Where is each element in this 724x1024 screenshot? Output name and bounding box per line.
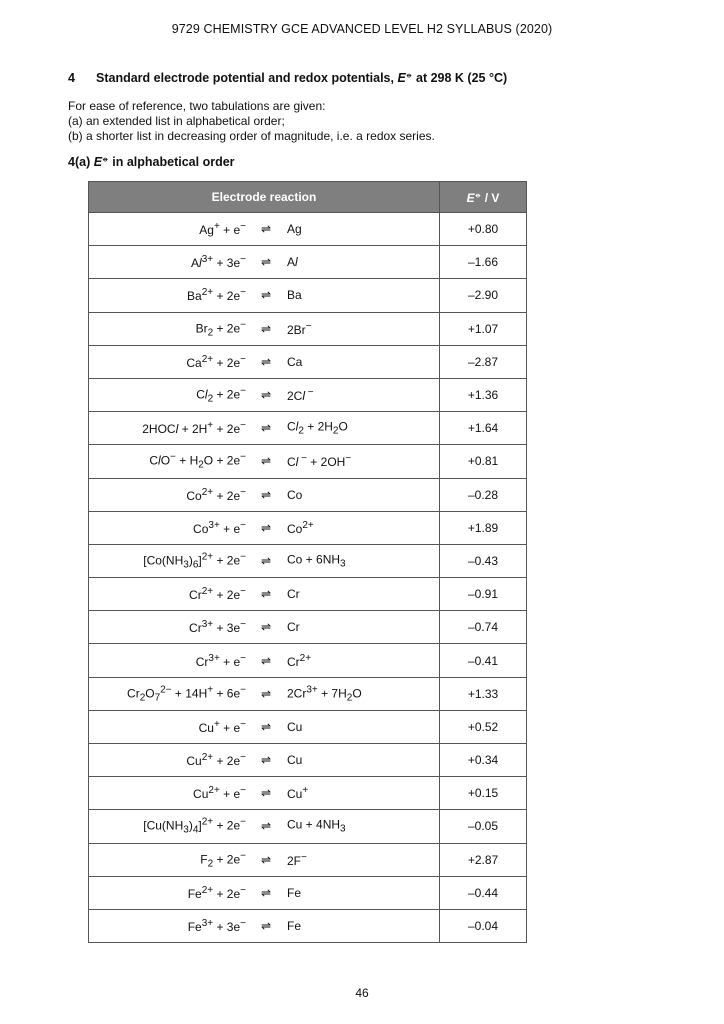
table-row — [89, 611, 527, 644]
table-row — [89, 710, 527, 743]
reaction-products: Fe — [287, 919, 302, 934]
section-title-conditions: at 298 K (25 °C) — [412, 71, 508, 86]
table-row — [89, 544, 527, 577]
equilibrium-arrow-icon: ⇌ — [261, 354, 272, 369]
potential-value: +1.89 — [440, 511, 527, 544]
potential-value: +0.80 — [440, 213, 527, 246]
reaction-reactants: $Ba^{2+} + 2e^-$ — [187, 287, 246, 304]
equilibrium-arrow-icon: ⇌ — [261, 719, 272, 734]
table-row — [89, 246, 527, 279]
subsection-title — [68, 154, 235, 169]
potential-value: –2.90 — [440, 279, 527, 312]
reaction-products: $Co + 6NH_3$ — [287, 552, 346, 570]
potential-symbol: E — [466, 190, 475, 205]
reaction-products: Ag — [287, 222, 302, 237]
equilibrium-arrow-icon: ⇌ — [261, 753, 272, 768]
reaction-reactants: $F_2 + 2e^-$ — [200, 849, 246, 870]
table-row — [89, 445, 527, 478]
page-number: 46 — [355, 986, 369, 1000]
potential-value: –0.44 — [440, 876, 527, 909]
equilibrium-arrow-icon: ⇌ — [261, 454, 272, 469]
electrode-reaction-cell — [89, 876, 440, 909]
reaction-products: $Cu + 4NH_3$ — [287, 817, 346, 836]
potential-value: +1.07 — [440, 312, 527, 345]
equilibrium-arrow-icon: ⇌ — [261, 819, 272, 834]
electrode-reaction-cell — [89, 677, 440, 710]
table-row — [89, 378, 527, 411]
electrode-reaction-cell — [89, 744, 440, 777]
table-row — [89, 677, 527, 710]
reaction-products: Cu — [287, 719, 303, 734]
reaction-products: 2F− — [287, 851, 307, 868]
reaction-reactants: $ClO^- + H_2O + 2e^-$ — [149, 451, 246, 472]
electrode-reaction-cell — [89, 213, 440, 246]
reaction-products: Ba — [287, 288, 302, 303]
intro-list-item-a: (a) an extended list in alphabetical order; — [68, 114, 285, 128]
potential-value: –0.74 — [440, 611, 527, 644]
potential-value: –0.05 — [440, 810, 527, 843]
electrode-reaction-cell — [89, 710, 440, 743]
reaction-reactants: $Cr^{2+} + 2e^-$ — [189, 586, 246, 603]
reaction-products: Al — [287, 255, 298, 270]
standard-state-mark: ⦵ — [405, 70, 413, 79]
electrode-reaction-cell — [89, 445, 440, 478]
reaction-reactants: $Co^{2+} + 2e^-$ — [186, 486, 246, 503]
electrode-reaction-cell — [89, 909, 440, 942]
header-unit: / V — [481, 190, 500, 205]
equilibrium-arrow-icon: ⇌ — [261, 553, 272, 568]
reaction-reactants: $Cu^{2+} + e^-$ — [193, 785, 246, 802]
table-row — [89, 279, 527, 312]
potential-value: –1.66 — [440, 246, 527, 279]
equilibrium-arrow-icon: ⇌ — [261, 255, 272, 270]
intro-list-item-b: (b) a shorter list in decreasing order of magnitude, i.e. a redox series. — [68, 129, 435, 143]
table-row — [89, 909, 527, 942]
equilibrium-arrow-icon: ⇌ — [261, 852, 272, 867]
reaction-products: Co — [287, 487, 303, 502]
reaction-products: $Cr^{2+}$ — [287, 652, 312, 669]
table-row — [89, 876, 527, 909]
section-number: 4 — [68, 71, 75, 86]
table-row — [89, 412, 527, 445]
table-row — [89, 478, 527, 511]
potential-symbol: E — [397, 71, 406, 86]
potential-value: +0.15 — [440, 777, 527, 810]
table-header-row — [89, 182, 527, 213]
equilibrium-arrow-icon: ⇌ — [261, 520, 272, 535]
header-potential — [440, 182, 527, 213]
electrode-reaction-cell — [89, 644, 440, 677]
reaction-reactants: $Ca^{2+} + 2e^-$ — [186, 353, 246, 370]
potential-value: –0.41 — [440, 644, 527, 677]
electrode-reaction-cell — [89, 810, 440, 843]
reaction-reactants: $Cr^{3+} + e^-$ — [195, 652, 246, 669]
potential-value: –0.91 — [440, 578, 527, 611]
table-row — [89, 213, 527, 246]
page-header: 9729 CHEMISTRY GCE ADVANCED LEVEL H2 SYLLABUS (2020) — [171, 22, 553, 36]
subsection-title-text: in alphabetical order — [108, 155, 235, 170]
potential-value: +1.64 — [440, 412, 527, 445]
table-row — [89, 511, 527, 544]
electrode-reaction-cell — [89, 478, 440, 511]
reaction-products: Cr — [287, 587, 300, 602]
equilibrium-arrow-icon: ⇌ — [261, 885, 272, 900]
reaction-reactants: $[Co(NH_3)_6]^{2+} + 2e^-$ — [143, 551, 246, 571]
table-row — [89, 744, 527, 777]
reaction-products: Ca — [287, 354, 303, 369]
reaction-reactants: $Cr_2O_7^{2-} + 14H^+ + 6e^-$ — [127, 684, 246, 704]
equilibrium-arrow-icon: ⇌ — [261, 686, 272, 701]
reaction-products: 2Br− — [287, 320, 312, 337]
electrode-potential-table — [88, 181, 527, 943]
reaction-reactants: $Cr^{3+} + 3e^-$ — [189, 619, 246, 636]
reaction-reactants: $Cl_2 + 2e^-$ — [196, 385, 246, 405]
reaction-reactants: Cu+ + e− — [198, 718, 246, 735]
electrode-reaction-cell — [89, 611, 440, 644]
standard-state-mark: ⦵ — [102, 154, 109, 163]
table-row — [89, 777, 527, 810]
potential-value: +0.34 — [440, 744, 527, 777]
header-electrode-reaction: Electrode reaction — [89, 182, 440, 213]
equilibrium-arrow-icon: ⇌ — [261, 388, 272, 403]
reaction-products: Fe — [287, 885, 302, 900]
electrode-reaction-cell — [89, 279, 440, 312]
potential-value: –0.04 — [440, 909, 527, 942]
section-title-text: Standard electrode potential and redox potentials, — [96, 71, 398, 86]
potential-value: –2.87 — [440, 345, 527, 378]
table-row — [89, 810, 527, 843]
reaction-reactants: $Br_2 + 2e^-$ — [195, 318, 246, 339]
reaction-reactants: $Cu^{2+} + 2e^-$ — [186, 752, 246, 769]
reaction-reactants: $Co^{3+} + e^-$ — [193, 519, 246, 536]
potential-value: +1.36 — [440, 378, 527, 411]
section-title — [68, 70, 507, 85]
electrode-reaction-cell — [89, 511, 440, 544]
potential-value: –0.43 — [440, 544, 527, 577]
reaction-products: Cu+ — [287, 785, 309, 802]
reaction-products: $Cl_2 + 2H_2O$ — [287, 419, 348, 437]
electrode-reaction-cell — [89, 544, 440, 577]
equilibrium-arrow-icon: ⇌ — [261, 288, 272, 303]
reaction-products: $Co^{2+}$ — [287, 519, 314, 536]
equilibrium-arrow-icon: ⇌ — [261, 321, 272, 336]
table-row — [89, 644, 527, 677]
standard-state-mark: ⦵ — [474, 189, 482, 199]
potential-value: +0.81 — [440, 445, 527, 478]
equilibrium-arrow-icon: ⇌ — [261, 786, 272, 801]
electrode-reaction-cell — [89, 412, 440, 445]
reaction-products: Cu — [287, 753, 303, 768]
reaction-reactants: Ag+ + e− — [199, 221, 246, 238]
equilibrium-arrow-icon: ⇌ — [261, 653, 272, 668]
table-row — [89, 312, 527, 345]
electrode-reaction-cell — [89, 843, 440, 876]
reaction-products: $2Cr^{3+} + 7H_2O$ — [287, 684, 362, 704]
reaction-reactants: $Al^{3+} + 3e^-$ — [191, 254, 246, 271]
electrode-reaction-cell — [89, 246, 440, 279]
reaction-products: 2Cl − — [287, 387, 314, 404]
potential-symbol: E — [93, 155, 103, 170]
intro-paragraph — [68, 99, 435, 144]
potential-value: +1.33 — [440, 677, 527, 710]
electrode-reaction-cell — [89, 378, 440, 411]
potential-value: –0.28 — [440, 478, 527, 511]
reaction-reactants: $Fe^{3+} + 3e^-$ — [187, 918, 246, 935]
equilibrium-arrow-icon: ⇌ — [261, 222, 272, 237]
potential-value: +0.52 — [440, 710, 527, 743]
electrode-reaction-cell — [89, 777, 440, 810]
reaction-products: Cl − + 2OH− — [287, 453, 352, 470]
table-row — [89, 345, 527, 378]
electrode-reaction-cell — [89, 345, 440, 378]
electrode-reaction-cell — [89, 312, 440, 345]
subsection-label: 4(a) — [68, 155, 94, 170]
equilibrium-arrow-icon: ⇌ — [261, 421, 272, 436]
equilibrium-arrow-icon: ⇌ — [261, 487, 272, 502]
potential-value: +2.87 — [440, 843, 527, 876]
table-row — [89, 843, 527, 876]
table-row — [89, 578, 527, 611]
equilibrium-arrow-icon: ⇌ — [261, 587, 272, 602]
reaction-reactants: $Fe^{2+} + 2e^-$ — [187, 884, 246, 901]
equilibrium-arrow-icon: ⇌ — [261, 919, 272, 934]
intro-line: For ease of reference, two tabulations are given: — [68, 99, 326, 113]
electrode-reaction-cell — [89, 578, 440, 611]
reaction-reactants: 2HOCl + 2H+ + 2e− — [142, 420, 246, 437]
reaction-products: Cr — [287, 620, 300, 635]
reaction-reactants: $[Cu(NH_3)_4]^{2+} + 2e^-$ — [143, 816, 246, 837]
equilibrium-arrow-icon: ⇌ — [261, 620, 272, 635]
